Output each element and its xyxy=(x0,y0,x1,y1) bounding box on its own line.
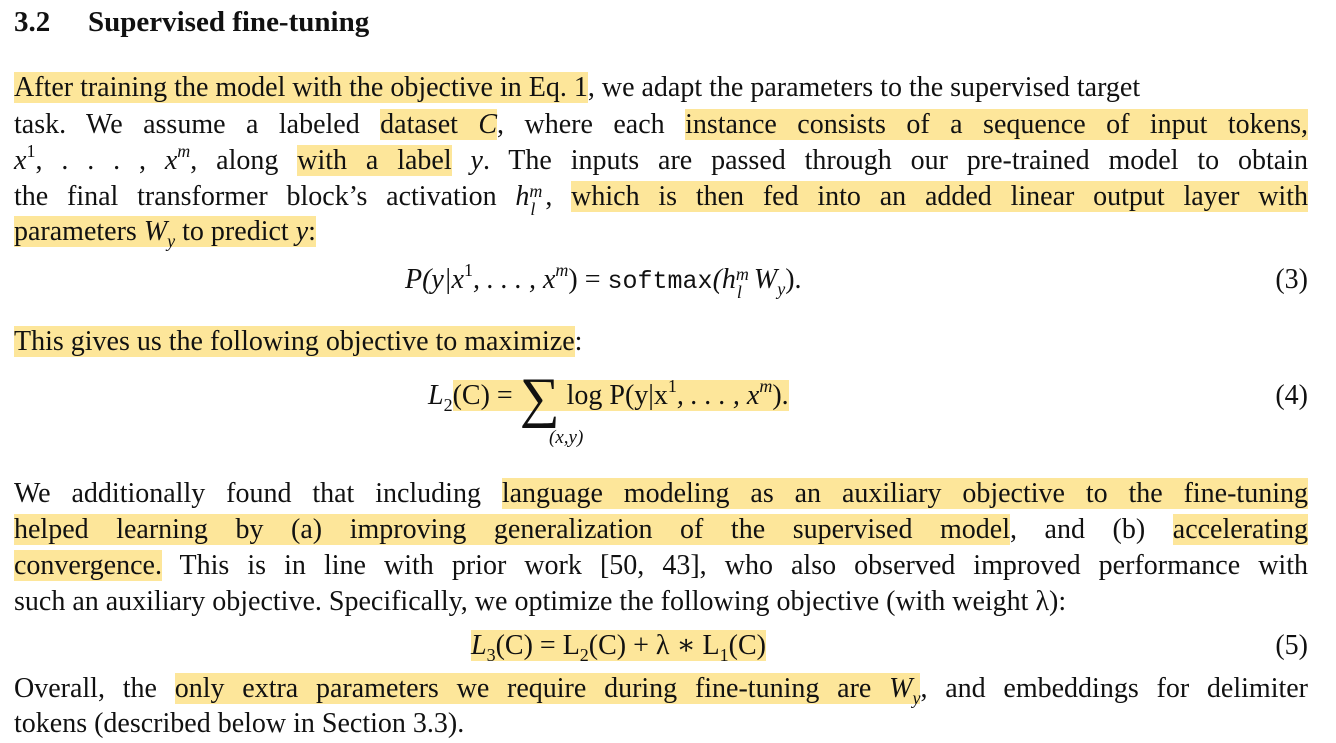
section-number: 3.2 xyxy=(14,6,51,38)
highlight: instance consists of a sequence of input tokens, xyxy=(685,109,1308,140)
section-title: Supervised fine-tuning xyxy=(88,6,370,38)
highlight: accelerating xyxy=(1172,514,1308,545)
highlight: convergence. xyxy=(14,550,162,581)
para4-line1: Overall, the only extra parameters we require during fine-tuning are $W_y$, and embeddings for delimiter xyxy=(14,673,1308,708)
highlight: (C) = ∑ $\log P(y|x^1$, . . . , $x^m$). xyxy=(452,367,789,429)
para1-line1: After training the model with the objective in Eq. 1, we adapt the parameters to the supervised target xyxy=(14,72,1141,103)
para3-line2: helped learning by (a) improving generalization of the supervised model, and (b) accelerating xyxy=(14,514,1308,545)
highlight: dataset C xyxy=(380,109,498,140)
highlight: only extra parameters we require during fine-tuning are $W_y$ xyxy=(174,673,921,708)
summation-sign: ∑ xyxy=(519,367,560,429)
highlight: helped learning by (a) improving generalization of the supervised model xyxy=(14,514,1010,545)
highlight: language modeling as an auxiliary objective to the fine-tuning xyxy=(501,478,1308,509)
para4-line2: tokens (described below in Section 3.3). xyxy=(14,708,465,739)
para1-line2: task. We assume a labeled dataset C, where each instance consists of a sequence of input tokens, xyxy=(14,109,1308,140)
highlight: which is then fed into an added linear output layer with xyxy=(571,181,1308,212)
para3-line1: We additionally found that including language modeling as an auxiliary objective to the fine-tuning xyxy=(14,478,1308,509)
highlight: This gives us the following objective to maximize xyxy=(14,326,575,357)
equation-3: $P(y|x^1$, . . . , $x^m$) = softmax(h m l $W_y$). xyxy=(405,260,802,302)
para3-line3: convergence. This is in line with prior work [50, 43], who also observed improved performance with xyxy=(14,550,1308,581)
highlight: with a label xyxy=(297,145,452,176)
highlight: $L_3(C) = L_2(C) + \lambda$ ∗ $L_1(C)$ xyxy=(471,630,766,665)
equation-4-number: (4) xyxy=(1275,380,1308,411)
section-heading xyxy=(14,4,369,40)
para1-line4: the final transformer block’s activation h m l , which is then fed into an added linear output layer with xyxy=(14,181,1308,219)
equation-3-number: (3) xyxy=(1275,264,1308,295)
equation-4: $L_2(C)$ = ∑ $\log P(y|x^1$, . . . , $x^m$). xyxy=(428,367,789,429)
para1-line5 xyxy=(14,214,1308,250)
highlight: parameters $W_y$ to predict y: xyxy=(14,216,316,251)
equation-5-number: (5) xyxy=(1275,630,1308,661)
para1-line3: $x^1$, . . . , $x^m$, along with a label y. The inputs are passed through our pre-trained model to obtain xyxy=(14,141,1309,176)
para2-line: This gives us the following objective to maximize: xyxy=(14,326,583,357)
equation-5 xyxy=(471,628,766,664)
highlight: After training the model with the objective in Eq. 1 xyxy=(14,72,588,103)
para3-line4: such an auxiliary objective. Specifically, we optimize the following objective (with weight λ): xyxy=(14,586,1067,617)
summation-subscript: (x,y) xyxy=(549,427,584,448)
